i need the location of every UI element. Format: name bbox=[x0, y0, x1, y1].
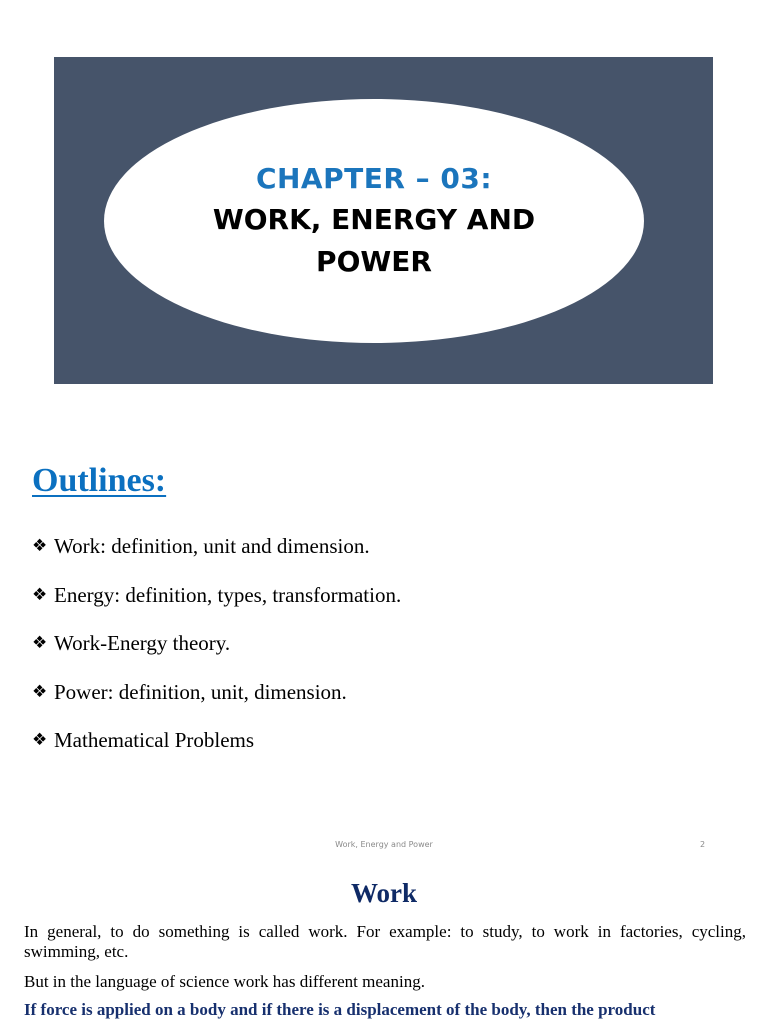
outline-item-text: Mathematical Problems bbox=[54, 728, 255, 752]
outline-item-text: Work-Energy theory. bbox=[54, 631, 231, 655]
outline-list bbox=[32, 530, 401, 773]
title-slide-banner bbox=[54, 57, 713, 384]
outline-item-text: Energy: definition, types, transformation. bbox=[54, 582, 402, 607]
work-paragraph-intro: In general, to do something is called work. For example: to study, to work in factories, cycling, swimming, etc. bbox=[24, 922, 746, 961]
work-paragraph-science: But in the language of science work has different meaning. bbox=[24, 972, 425, 991]
outline-item-text: Work: definition, unit and dimension. bbox=[54, 534, 370, 558]
title-ellipse bbox=[104, 99, 644, 343]
diamond-bullet-icon: ❖ bbox=[32, 584, 48, 605]
outline-item bbox=[32, 530, 401, 579]
outline-item bbox=[32, 724, 401, 773]
outline-item bbox=[32, 579, 401, 628]
outline-item bbox=[32, 676, 401, 725]
chapter-title: WORK, ENERGY AND POWER bbox=[212, 203, 536, 278]
footer-title: Work, Energy and Power bbox=[335, 840, 433, 849]
outlines-heading: Outlines: bbox=[32, 462, 167, 499]
work-definition: If force is applied on a body and if there is a displacement of the body, then the product bbox=[24, 1000, 656, 1019]
diamond-bullet-icon: ❖ bbox=[32, 681, 48, 702]
chapter-label: CHAPTER – 03: bbox=[255, 162, 493, 195]
diamond-bullet-icon: ❖ bbox=[32, 730, 48, 750]
slide-footer bbox=[0, 840, 768, 854]
diamond-bullet-icon: ❖ bbox=[32, 633, 48, 653]
footer-page-number: 2 bbox=[700, 840, 706, 849]
diamond-bullet-icon: ❖ bbox=[32, 536, 48, 556]
outline-item bbox=[32, 627, 401, 676]
outline-item-text: Power: definition, unit, dimension. bbox=[54, 679, 347, 704]
work-heading: Work bbox=[350, 878, 417, 908]
